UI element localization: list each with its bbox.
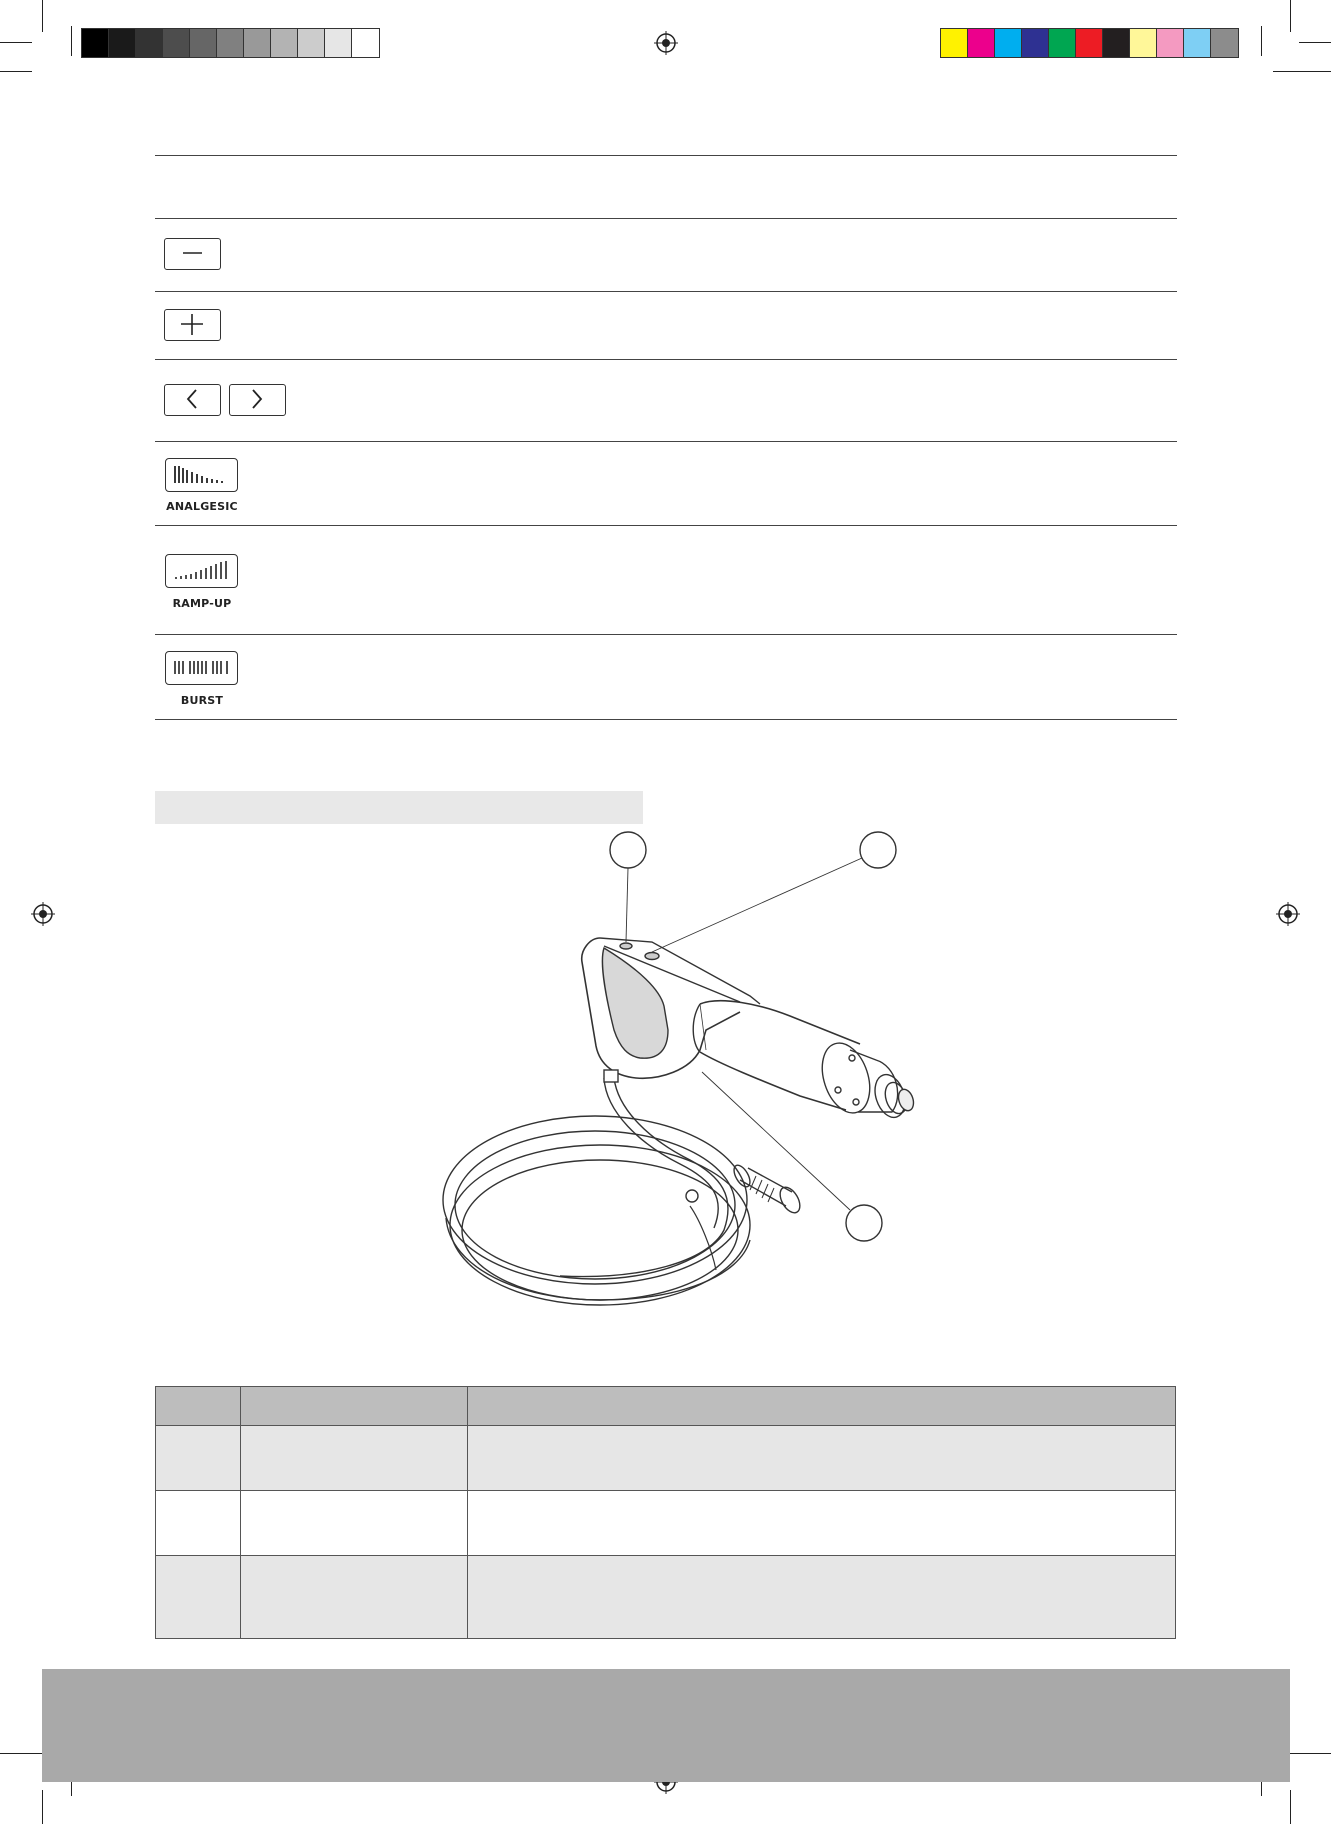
color-swatch xyxy=(325,29,352,57)
color-swatch xyxy=(1130,29,1157,57)
shockwave-handpiece-illustration xyxy=(430,825,950,1315)
crop-mark xyxy=(1290,1790,1291,1824)
analgesic-label: ANALGESIC xyxy=(166,500,238,513)
color-swatch xyxy=(968,29,995,57)
color-swatch xyxy=(1184,29,1211,57)
color-swatch xyxy=(190,29,217,57)
parts-table xyxy=(155,1386,1176,1639)
color-swatch xyxy=(163,29,190,57)
minus-button-icon xyxy=(164,238,221,270)
color-swatch xyxy=(217,29,244,57)
color-calibration-bar xyxy=(940,28,1239,58)
color-swatch xyxy=(995,29,1022,57)
color-swatch xyxy=(1103,29,1130,57)
table-rule xyxy=(155,359,1177,360)
analgesic-mode-icon xyxy=(165,458,238,492)
registration-target-icon xyxy=(31,902,55,926)
color-swatch xyxy=(1049,29,1076,57)
crop-mark xyxy=(42,0,43,32)
color-swatch xyxy=(244,29,271,57)
table-rule xyxy=(155,218,1177,219)
registration-target-icon xyxy=(1276,902,1300,926)
color-swatch xyxy=(136,29,163,57)
table-cell xyxy=(241,1556,468,1639)
footer-band xyxy=(42,1669,1290,1782)
chevron-right-icon xyxy=(230,385,284,414)
burst-label: BURST xyxy=(180,694,224,707)
plus-icon xyxy=(165,310,219,339)
color-swatch xyxy=(109,29,136,57)
crop-mark xyxy=(1299,42,1331,43)
table-rule-bottom xyxy=(155,719,1177,720)
table-cell xyxy=(468,1426,1176,1491)
color-swatch xyxy=(1076,29,1103,57)
color-swatch xyxy=(82,29,109,57)
table-cell xyxy=(156,1556,241,1639)
table-header-row xyxy=(156,1387,1176,1426)
table-header-number xyxy=(156,1387,241,1426)
grayscale-calibration-bar xyxy=(81,28,380,58)
color-swatch xyxy=(298,29,325,57)
crop-mark xyxy=(0,71,32,72)
chevron-left-icon xyxy=(165,385,219,414)
table-cell xyxy=(468,1491,1176,1556)
crop-mark xyxy=(1261,26,1262,56)
crop-mark xyxy=(1273,71,1331,72)
burst-mode-icon xyxy=(165,651,238,685)
table-cell xyxy=(468,1556,1176,1639)
left-button-icon xyxy=(164,384,221,416)
table-header-description xyxy=(468,1387,1176,1426)
color-swatch xyxy=(1211,29,1238,57)
right-button-icon xyxy=(229,384,286,416)
color-swatch xyxy=(1157,29,1184,57)
table-rule-top xyxy=(155,155,1177,156)
table-cell xyxy=(241,1491,468,1556)
plus-button-icon xyxy=(164,309,221,341)
table-rule xyxy=(155,634,1177,635)
table-rule xyxy=(155,525,1177,526)
crop-mark xyxy=(71,26,72,56)
table-cell xyxy=(241,1426,468,1491)
table-cell xyxy=(156,1491,241,1556)
table-rule xyxy=(155,441,1177,442)
table-row xyxy=(156,1491,1176,1556)
table-row xyxy=(156,1426,1176,1491)
crop-mark xyxy=(42,1790,43,1824)
table-header-name xyxy=(241,1387,468,1426)
color-swatch xyxy=(941,29,968,57)
table-cell xyxy=(156,1426,241,1491)
table-rule xyxy=(155,291,1177,292)
minus-icon xyxy=(165,239,219,268)
registration-target-icon xyxy=(654,31,678,55)
crop-mark xyxy=(0,42,32,43)
section-heading-band xyxy=(155,791,643,824)
color-swatch xyxy=(1022,29,1049,57)
color-swatch xyxy=(352,29,379,57)
color-swatch xyxy=(271,29,298,57)
table-row xyxy=(156,1556,1176,1639)
ramp-up-label: RAMP-UP xyxy=(172,597,232,610)
ramp-up-mode-icon xyxy=(165,554,238,588)
crop-mark xyxy=(1290,0,1291,32)
